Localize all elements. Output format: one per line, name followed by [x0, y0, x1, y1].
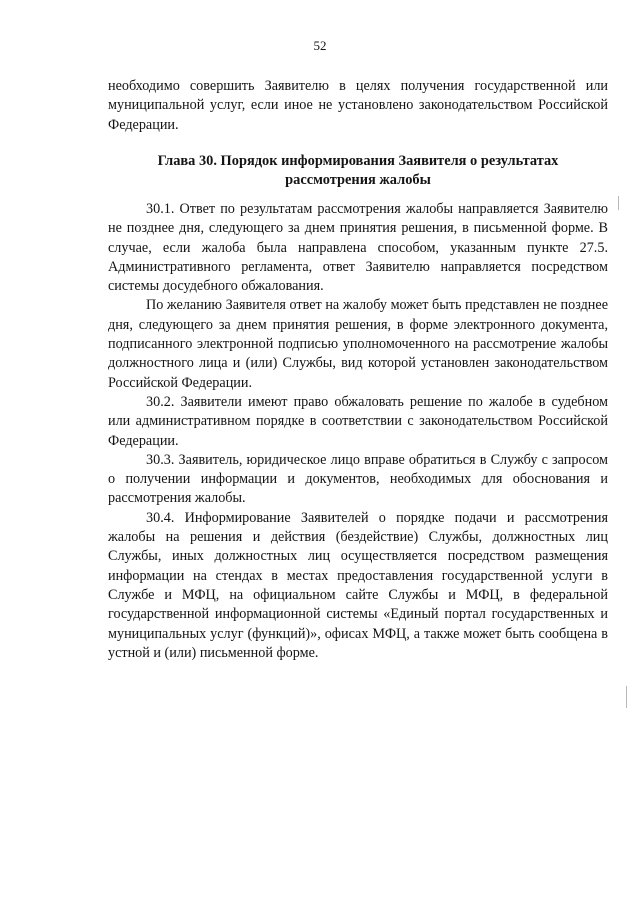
- paragraph-30-2: 30.2. Заявители имеют право обжаловать решение по жалобе в судебном или административном порядке в соответствии с законодательством Российской Федерации.: [108, 393, 608, 449]
- paragraph-30-1: 30.1. Ответ по результатам рассмотрения жалобы направляется Заявителю не позднее дня, следующего за днем принятия решения, в письменной форме. В случае, если жалоба была направлена способом, указанным пункте 27.5. Административного регламента, ответ Заявителю направляется посредством системы досудебного обжалования.: [108, 201, 608, 295]
- paragraph-30-4: 30.4. Информирование Заявителей о порядке подачи и рассмотрения жалобы на решения и действия (бездействие) Службы, должностных лиц Службы, иных должностных лиц осуществляется посредством размещения информации на стендах в местах предоставления государственной услуги в Службе и МФЦ, на официальном сайте Службы и МФЦ, в федеральной государственной информационной системы «Единый портал государственных и муниципальных услуг (функций)», офисах МФЦ, а также может быть сообщена в устной и (или) письменной форме.: [108, 509, 608, 661]
- chapter-title-line-1: Глава 30. Порядок информирования Заявителя о результатах: [157, 153, 559, 169]
- paragraph-reply-electronic: По желанию Заявителя ответ на жалобу может быть представлен не позднее дня, следующего за днем принятия решения, в форме электронного документа, подписанного электронной подписью уполномоченного на рассмотрение жалобы должностного лица и (или) Службы, вид которой установлен законодательством Российской Федерации.: [108, 297, 608, 391]
- chapter-body: [108, 200, 608, 663]
- chapter-heading: [108, 152, 608, 190]
- page-number: 52: [313, 38, 327, 53]
- intro-section: [108, 77, 608, 135]
- scan-artifact-mark: [618, 196, 619, 210]
- scan-artifact-mark: [626, 686, 627, 708]
- chapter-title-line-2: рассмотрения жалобы: [285, 172, 431, 188]
- paragraph-30-3: 30.3. Заявитель, юридическое лицо вправе обратиться в Службу с запросом о получении информации и документов, необходимых для обоснования и рассмотрения жалобы.: [108, 451, 608, 507]
- intro-paragraph: необходимо совершить Заявителю в целях получения государственной или муниципальной услуг, если иное не установлено законодательством Российской Федерации.: [108, 78, 608, 133]
